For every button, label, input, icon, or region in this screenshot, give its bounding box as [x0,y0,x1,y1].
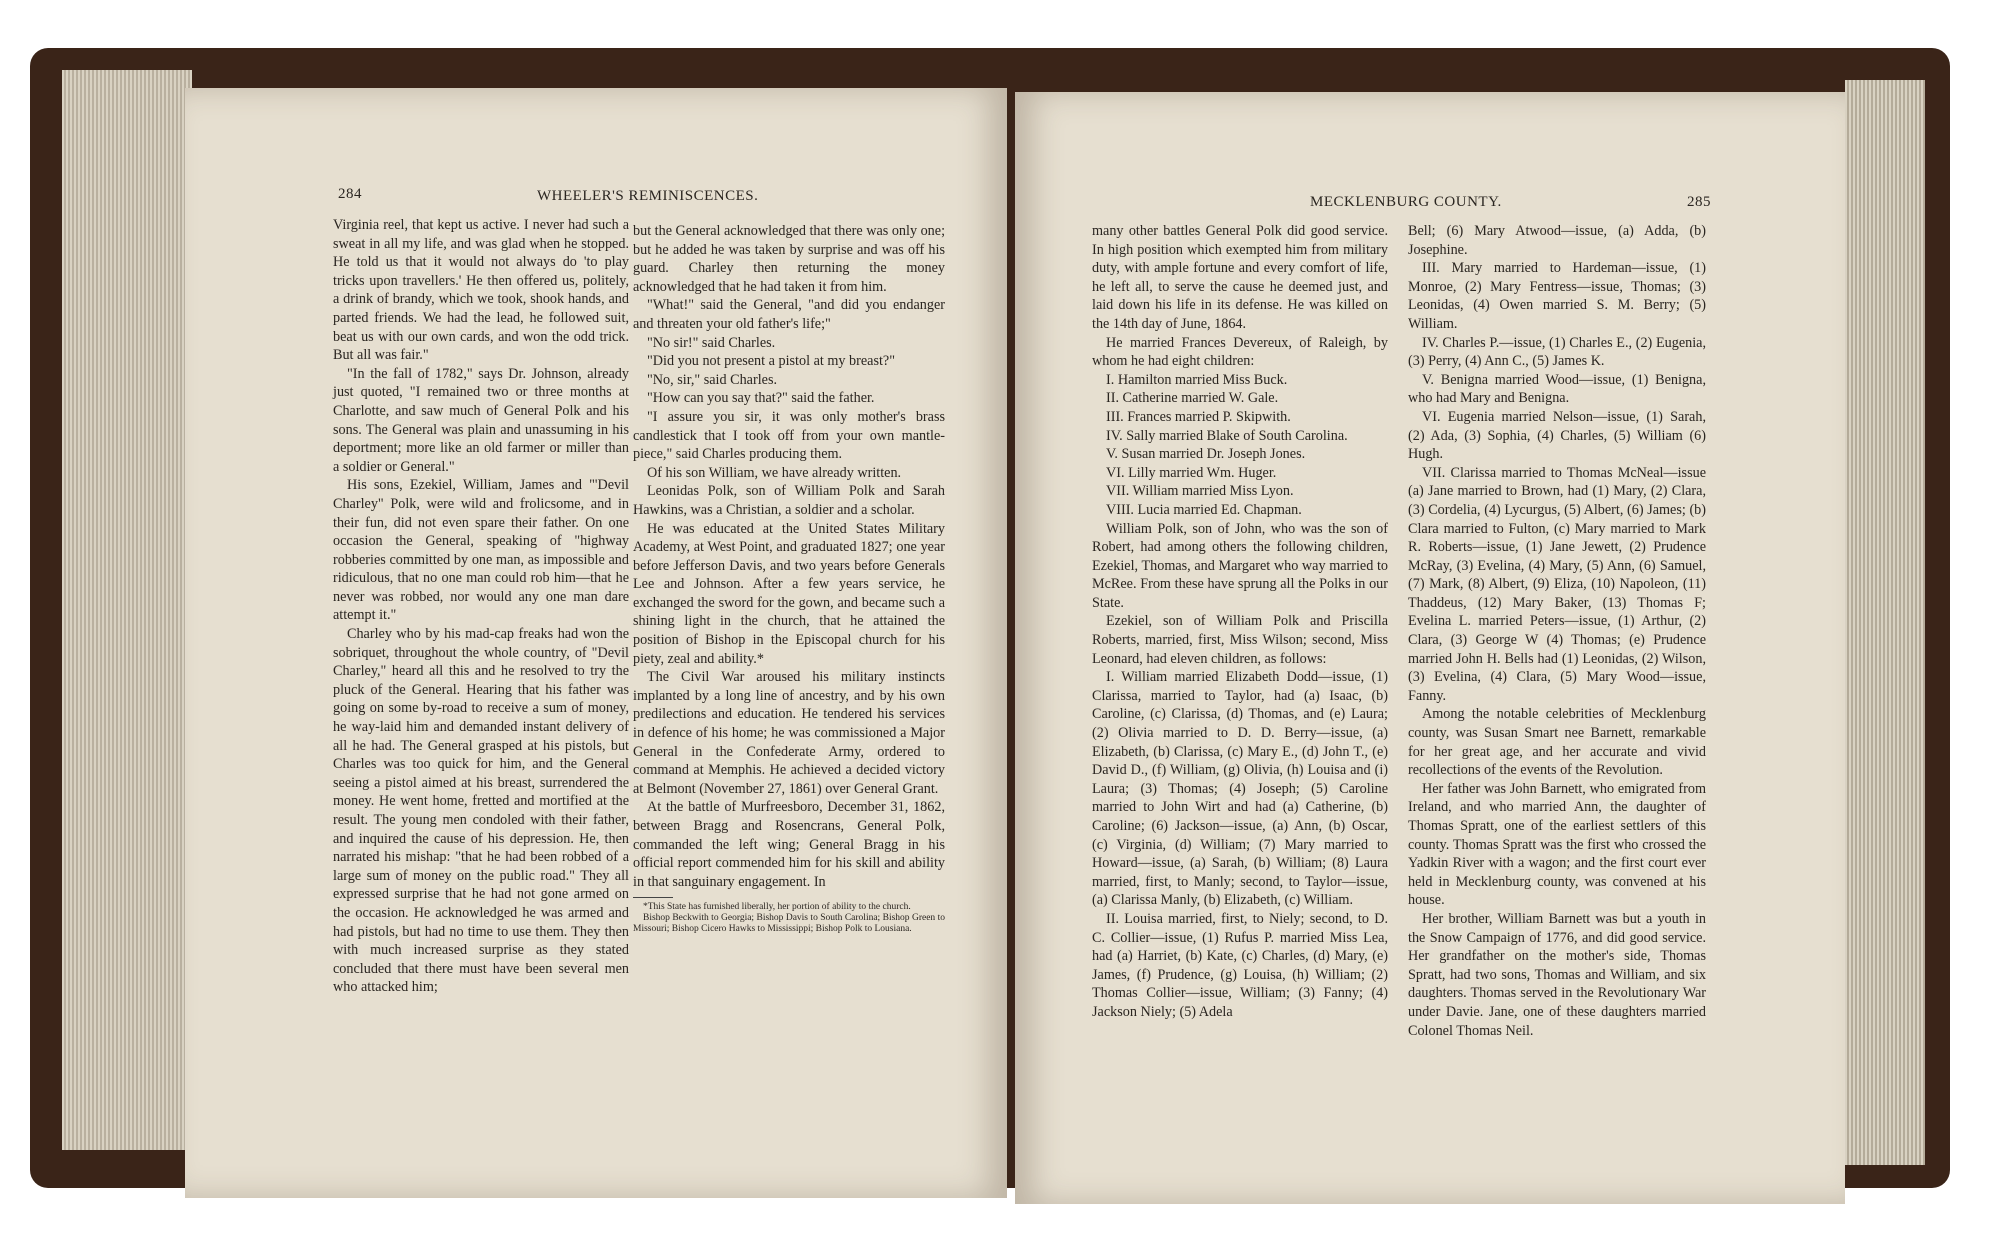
paragraph: VII. William married Miss Lyon. [1106,483,1294,500]
right-column-1 [1092,222,1388,1022]
paragraph: At the battle of Murfreesboro, December 31, 1862, between Bragg and Rosencrans, General Polk, commanded the left wing; General Bragg in his official report commended him for his skill and ability in that sanguinary engagement. In [633,799,945,890]
paragraph: He was educated at the United States Military Academy, at West Point, and graduated 1827; one year before Jefferson Davis, and two years before Generals Lee and Johnson. After a few years service, he exchanged the sword for the gown, and became such a shining light in the church, that he attained the position of Bishop in the Episcopal church for his piety, zeal and ability.* [633,520,945,667]
paragraph: VII. Clarissa married to Thomas McNeal—issue (a) Jane married to Brown, had (1) Mary, (2) Clara, (3) Cordelia, (4) Lycurgus, (5) Albert, (6) James; (b) Clara married to Fulton, (c) Mary married to Mark R. Roberts—issue, (1) Jane Jewett, (2) Prudence McRay, (3) Evelina, (4) Mary, (5) Ann, (6) Samuel, (7) Mark, (8) Albert, (9) Eliza, (10) Napoleon, (11) Thaddeus, (12) Mary Baker, (13) Thomas F; Evelina L. married Peters—issue, (1) Arthur, (2) Clara, (3) George W (4) Thomas; (e) Prudence married John H. Bells had (1) Leonidas, (2) Wilson, (3) Evelina, (4) Clara, (5) Mary Wood—issue, Fanny. [1408,464,1706,704]
footnote-rule [633,897,673,898]
paragraph: The Civil War aroused his military instincts implanted by a long line of ancestry, and by his own predilections and education. He tendered his services in defence of his home; he was commissioned a Major General in the Confederate Army, ordered to command at Memphis. He achieved a decided victory at Belmont (November 27, 1861) over General Grant. [633,669,945,797]
paragraph: William Polk, son of John, who was the son of Robert, had among others the following children, Ezekiel, Thomas, and Margaret who way married to McRee. From these have sprung all the Polks in our State. [1092,520,1388,611]
paragraph: Leonidas Polk, son of William Polk and Sarah Hawkins, was a Christian, a soldier and a scholar. [633,483,945,518]
paragraph: "I assure you sir, it was only mother's brass candlestick that I took off from your own mantle-piece," said Charles producing them. [633,408,945,463]
paragraph: Among the notable celebrities of Mecklenburg county, was Susan Smart nee Barnett, remarkable for her great age, and her accurate and vivid recollections of the events of the Revolution. [1408,706,1706,779]
paragraph: VI. Eugenia married Nelson—issue, (1) Sarah, (2) Ada, (3) Sophia, (4) Charles, (5) William (6) Hugh. [1408,408,1706,463]
left-page-number: 284 [338,186,362,202]
paragraph: II. Louisa married, first, to Niely; second, to D. C. Collier—issue, (1) Rufus P. married Miss Lea, had (a) Harriet, (b) Kate, (c) Charles, (d) Mary, (e) James, (f) Prudence, (g) Louisa, (h) William; (2) Thomas Collier—issue, William; (3) Fanny; (4) Jackson Niely; (5) Adela [1092,910,1388,1020]
page-edges-left [62,70,192,1150]
paragraph: VIII. Lucia married Ed. Chapman. [1106,501,1302,518]
paragraph: "In the fall of 1782," says Dr. Johnson, already just quoted, "I remained two or three months at Charlotte, and saw much of General Polk and his sons. The General was plain and unassuming in his deportment; more like an old farmer or miller than a soldier or General." [333,365,629,475]
paragraph: Ezekiel, son of William Polk and Priscilla Roberts, married, first, Miss Wilson; second, Miss Leonard, had eleven children, as follows: [1092,613,1388,667]
paragraph: III. Frances married P. Skipwith. [1106,408,1291,425]
right-column-2 [1408,222,1706,1040]
paragraph: His sons, Ezekiel, William, James and "'Devil Charley" Polk, were wild and frolicsome, and in their fun, did not even spare their father. On one occasion the General, speaking of "highway robberies committed by one man, as impossible and ridiculous, that no one man could rob him—that he never was robbed, nor would any one man dare attempt it." [333,477,629,624]
paragraph: V. Susan married Dr. Joseph Jones. [1106,446,1306,463]
left-column-2-text [633,222,945,891]
footnotes [633,902,945,935]
right-page [1015,92,1845,1204]
left-page [185,88,1007,1198]
paragraph: Her father was John Barnett, who emigrated from Ireland, and who married Ann, the daughter of Thomas Spratt, one of the earliest settlers of this county. Thomas Spratt was the first who crossed the Yadkin River with a wagon; and the first court ever held in Mecklenburg county, was convened at his house. [1408,780,1706,909]
paragraph: Her brother, William Barnett was but a youth in the Snow Campaign of 1776, and did good service. Her grandfather on the mother's side, Thomas Spratt, had two sons, Thomas and William, and six daughters. Thomas served in the Revolutionary War under Davie. Jane, one of these daughters married Colonel Thomas Neil. [1408,910,1706,1039]
left-column-1 [333,216,629,997]
paragraph: I. Hamilton married Miss Buck. [1106,371,1288,388]
left-running-head: WHEELER'S REMINISCENCES. [537,188,759,204]
paragraph: IV. Sally married Blake of South Carolina. [1106,427,1348,444]
paragraph: Bell; (6) Mary Atwood—issue, (a) Adda, (b) Josephine. [1408,223,1706,258]
paragraph: II. Catherine married W. Gale. [1106,390,1279,407]
paragraph: He married Frances Devereux, of Raleigh, by whom he had eight children: [1092,334,1388,370]
paragraph: "No, sir," said Charles. [647,371,778,388]
paragraph: "What!" said the General, "and did you endanger and threaten your old father's life;" [633,297,945,332]
right-running-head: MECKLENBURG COUNTY. [1310,194,1502,210]
paragraph: many other battles General Polk did good service. In high position which exempted him from military duty, with ample fortune and every comfort of life, he left all, to serve the cause he deemed just, and laid down his life in its defense. He was killed on the 14th day of June, 1864. [1092,223,1388,332]
paragraph: Bishop Beckwith to Georgia; Bishop Davis to South Carolina; Bishop Green to Missouri; Bishop Cicero Hawks to Mississippi; Bishop Polk to Lousiana. [633,913,945,935]
paragraph: III. Mary married to Hardeman—issue, (1) Monroe, (2) Mary Fentress—issue, Thomas; (3) Leonidas, (4) Owen married S. M. Berry; (5) William. [1408,260,1706,332]
paragraph: I. William married Elizabeth Dodd—issue, (1) Clarissa, married to Taylor, had (a) Isaac, (b) Caroline, (c) Clarissa, (d) Thomas, and (e) Laura; (2) Olivia married to D. D. Berry—issue, (a) Elizabeth, (b) Clarissa, (c) Mary E., (d) John T., (e) David D., (f) William, (g) Olivia, (h) Louisa and (i) Laura; (3) Thomas; (4) Joseph; (5) Caroline married to John Wirt and had (a) Catherine, (b) Caroline; (6) Jackson—issue, (a) Ann, (b) Oscar, (c) Virginia, (d) William; (7) Mary married to Howard—issue, (a) Sarah, (b) William; (8) Laura married, first, to Manly; second, to Taylor—issue, (a) Clarissa Manly, (b) Elizabeth, (c) William. [1092,669,1388,909]
page-edges-right [1845,80,1925,1165]
paragraph: "No sir!" said Charles. [647,334,776,351]
left-column-2 [633,222,945,935]
paragraph: VI. Lilly married Wm. Huger. [1106,464,1277,481]
paragraph: Virginia reel, that kept us active. I never had such a sweat in all my life, and was glad when he stopped. He told us that it would not always do 'to play tricks upon travellers.' He then offered us, politely, a drink of brandy, which we took, shook hands, and parted friends. We had the lead, he followed suit, beat us with our own cards, and won the odd trick. But all was fair." [333,217,629,364]
paragraph: V. Benigna married Wood—issue, (1) Benigna, who had Mary and Benigna. [1408,371,1706,407]
paragraph: Charley who by his mad-cap freaks had won the sobriquet, throughout the whole country, of "Devil Charley," heard all this and he resolved to try the pluck of the General. Hearing that his father was going on some by-road to receive a sum of money, he way-laid him and demanded instant delivery of all he had. The General grasped at his pistols, but Charles was too quick for him, and the General seeing a pistol aimed at his breast, surrendered the money. He went home, fretted and mortified at the result. The young men condoled with their father, and inquired the cause of his depression. He, then narrated his mishap: "that he had been robbed of a large sum of money on the public road." They all expressed surprise that he had not gone armed on the occasion. He acknowledged he was armed and had pistols, but had no time to use them. They then with much increased surprise as they stated concluded that there must have been several men who attacked him; [333,626,629,996]
paragraph: Of his son William, we have already written. [647,464,902,481]
right-page-number: 285 [1687,194,1711,210]
paragraph: "Did you not present a pistol at my breast?" [647,353,895,370]
paragraph: *This State has furnished liberally, her portion of ability to the church. [643,902,911,913]
paragraph: but the General acknowledged that there was only one; but he added he was taken by surprise and was off his guard. Charley then returning the money acknowledged that he had taken it from him. [633,223,946,295]
paragraph: "How can you say that?" said the father. [647,390,875,407]
paragraph: IV. Charles P.—issue, (1) Charles E., (2) Eugenia, (3) Perry, (4) Ann C., (5) James K. [1408,334,1706,370]
